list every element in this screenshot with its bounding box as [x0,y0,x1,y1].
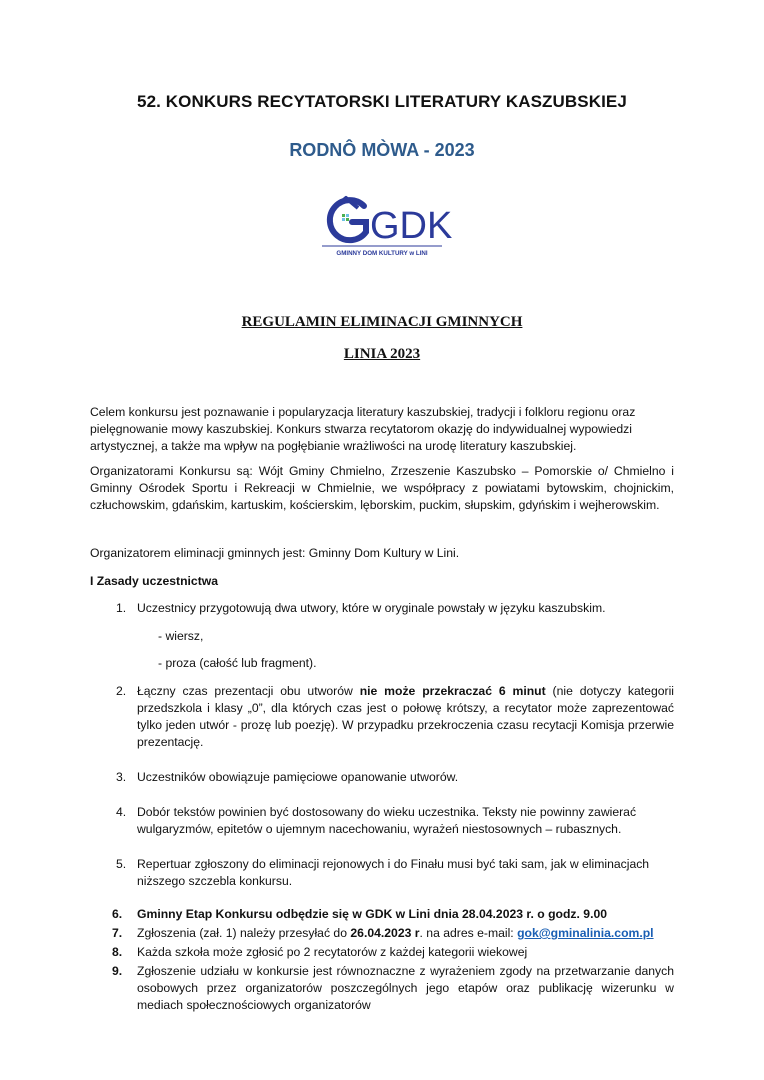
list-number: 4. [116,805,127,819]
list-subitem-poem: - wiersz, [158,629,204,643]
intro-paragraph-1: Celem konkursu jest poznawanie i popularyzacja literatury kaszubskiej, tradycji i folkloru regionu oraz pielęgnowanie mowy kaszubskiej. Konkurs stwarza recytatorom okazję do indywidualnej wypowiedzi artystycznej, a także ma wpływ na pogłębianie wrażliwości na urodę literatury kaszubskiej. [90,405,636,453]
list-item-9: Zgłoszenie udziału w konkursie jest równoznaczne z wyrażeniem zgody na przetwarzanie danych osobowych przez organizatorów poszczególnych jego etapów oraz publikację wizerunku w mediach społecznościowych organizatorów [137,964,674,1012]
gdk-logo [320,192,453,260]
list-item-2-text-rest: (nie dotyczy kategorii przedszkola i klasy „0”, dla których czas jest o połowę krótszy, a recytator może zaprezentować tylko jeden utwór - prozę lub poezję). W przypadku przekroczenia czasu recytacji Komisja przerwie prezentację. [137,684,674,749]
intro-paragraph-3: Organizatorem eliminacji gminnych jest: Gminny Dom Kultury w Lini. [90,546,460,560]
list-item-1: Uczestnicy przygotowują dwa utwory, które w oryginale powstały w języku kaszubskim. [137,601,606,615]
list-number: 1. [116,601,127,615]
list-item-2-text: Łączny czas prezentacji obu utworów [137,684,360,698]
list-item-5: Repertuar zgłoszony do eliminacji rejonowych i do Finału musi być taki sam, jak w eliminacjach niższego szczebla konkursu. [137,857,650,888]
list-number: 5. [116,857,127,871]
list-number: 8. [112,945,123,959]
document-subtitle: RODNÔ MÒWA - 2023 [289,140,475,160]
list-item-2 [137,683,674,751]
logo-caption: GMINNY DOM KULTURY w LINI [336,250,428,257]
list-item-8: Każda szkoła może zgłosić po 2 recytatorów z każdej kategorii wiekowej [137,945,528,959]
submission-deadline: 26.04.2023 r [350,926,420,940]
list-subitem-prose: - proza (całość lub fragment). [158,656,317,670]
list-item-2-limit: nie może przekraczać 6 minut [359,684,546,698]
list-item-4: Dobór tekstów powinien być dostosowany do wieku uczestnika. Teksty nie powinny zawierać wulgaryzmów, epitetów o ujemnym nacechowaniu, wyrażeń niestosownych – rubasznych. [137,805,637,836]
intro-paragraph-2: Organizatorami Konkursu są: Wójt Gminy Chmielno, Zrzeszenie Kaszubsko – Pomorskie o/ Chmielno i Gminny Ośrodek Sportu i Rekreacji w Chmielnie, we współpracy z powiatami bytowskim, chojnickim, człuchowskim, gdańskim, kartuskim, kościerskim, lęborskim, puckim, słupskim, gdyńskim i wejherowskim. [90,464,674,512]
list-item-7-text-rest: . na adres e-mail: [419,926,518,940]
list-item-7-text: Zgłoszenia (zał. 1) należy przesyłać do [137,926,351,940]
document-title: 52. KONKURS RECYTATORSKI LITERATURY KASZUBSKIEJ [137,92,627,111]
list-item-6: Gminny Etap Konkursu odbędzie się w GDK w Lini dnia 28.04.2023 r. o godz. 9.00 [137,907,608,921]
regulamin-year: LINIA 2023 [343,346,421,362]
list-number: 2. [116,684,127,698]
list-number: 6. [112,907,123,921]
section-heading: I Zasady uczestnictwa [90,574,219,588]
list-number: 3. [116,770,127,784]
list-number: 7. [112,926,123,940]
logo-text: GDK [370,205,453,247]
list-number: 9. [112,964,123,978]
email-link[interactable]: gok@gminalinia.com.pl [517,926,654,940]
list-item-3: Uczestników obowiązuje pamięciowe opanowanie utworów. [137,770,459,784]
list-item-7 [137,925,674,942]
regulamin-heading: REGULAMIN ELIMINACJI GMINNYCH [241,314,523,330]
